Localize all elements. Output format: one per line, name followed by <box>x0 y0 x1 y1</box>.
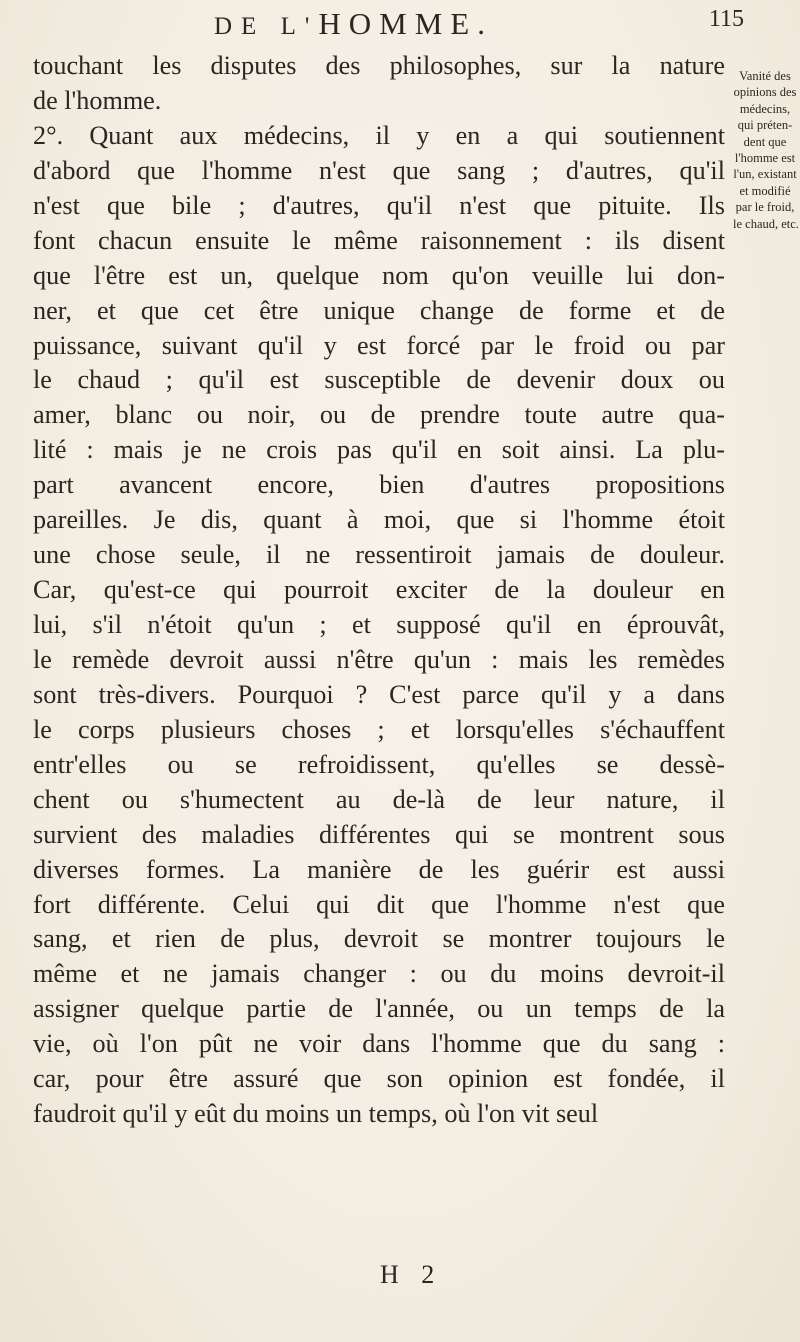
signature-mark: H 2 <box>380 1260 443 1289</box>
body-text <box>33 49 725 1132</box>
body-line: part avancent encore, bien d'autres propositions <box>33 470 725 500</box>
body-line: touchant les disputes des philosophes, sur la nature <box>33 51 725 80</box>
body-line: n'est que bile ; d'autres, qu'il n'est que pituite. Ils <box>33 190 725 220</box>
body-line: survient des maladies différentes qui se montrent sous <box>33 819 725 849</box>
body-line: sang, et rien de plus, devroit se montrer toujours le <box>33 924 725 954</box>
body-line: car, pour être assuré que son opinion est fondée, il <box>33 1064 725 1094</box>
body-line: même et ne jamais changer : ou du moins devroit-il <box>33 959 725 989</box>
running-head-prefix: DE L' <box>214 13 319 40</box>
body-line: ner, et que cet être unique change de forme et de <box>33 295 725 325</box>
margin-note-line: Vanité des <box>739 69 791 83</box>
margin-note-line: l'homme est <box>734 151 796 166</box>
body-line: sont très-divers. Pourquoi ? C'est parce qu'il y a dans <box>33 679 725 709</box>
running-head <box>214 6 614 42</box>
margin-note-line: médecins, <box>739 101 791 116</box>
body-line: Car, qu'est-ce qui pourroit exciter de la douleur en <box>33 575 725 605</box>
margin-note-line: le chaud, etc. <box>733 216 799 231</box>
body-line: chent ou s'humectent au de-là de leur nature, il <box>33 784 725 814</box>
body-line: d'abord que l'homme n'est que sang ; d'autres, qu'il <box>33 155 725 185</box>
body-line: une chose seule, il ne ressentiroit jamais de douleur. <box>33 540 725 570</box>
margin-note-line: l'un, existant <box>733 167 797 182</box>
margin-note <box>733 68 797 232</box>
body-line: assigner quelque partie de l'année, ou un temps de la <box>33 994 725 1024</box>
body-line: lui, s'il n'étoit qu'un ; et supposé qu'il en éprouvât, <box>33 610 725 639</box>
body-line: faudroit qu'il y eût du moins un temps, où l'on vit seul <box>33 1099 599 1129</box>
body-line: 2°. Quant aux médecins, il y en a qui soutiennent <box>33 120 725 150</box>
body-line: puissance, suivant qu'il y est forcé par le froid ou par <box>33 330 725 360</box>
margin-note-line: dent que <box>743 134 787 149</box>
margin-note-line: et modifié <box>739 183 791 198</box>
margin-note-line: qui préten- <box>737 118 793 133</box>
margin-note-line: par le froid, <box>735 200 795 215</box>
body-line: entr'elles ou se refroidissent, qu'elles se dessè- <box>33 749 725 779</box>
body-line: de l'homme. <box>33 85 162 115</box>
body-line: le remède devroit aussi n'être qu'un : mais les remèdes <box>33 644 725 674</box>
body-line: le chaud ; qu'il est susceptible de devenir doux ou <box>33 365 725 395</box>
body-line: que l'être est un, quelque nom qu'on veuille lui don- <box>33 260 725 290</box>
body-line: amer, blanc ou noir, ou de prendre toute autre qua- <box>33 400 725 430</box>
body-line: font chacun ensuite le même raisonnement : ils disent <box>33 225 725 255</box>
margin-note-line: opinions des <box>733 85 797 100</box>
body-line: diverses formes. La manière de les guérir est aussi <box>33 854 725 884</box>
page-number: 115 <box>708 6 744 32</box>
body-line: vie, où l'on pût ne voir dans l'homme que du sang : <box>33 1029 725 1059</box>
body-line: pareilles. Je dis, quant à moi, que si l'homme étoit <box>33 505 725 535</box>
body-line: fort différente. Celui qui dit que l'homme n'est que <box>33 889 725 919</box>
body-line: le corps plusieurs choses ; et lorsqu'elles s'échauffent <box>33 714 725 744</box>
body-line: lité : mais je ne crois pas qu'il en soit ainsi. La plu- <box>33 435 725 465</box>
running-head-title: HOMME. <box>318 6 493 41</box>
